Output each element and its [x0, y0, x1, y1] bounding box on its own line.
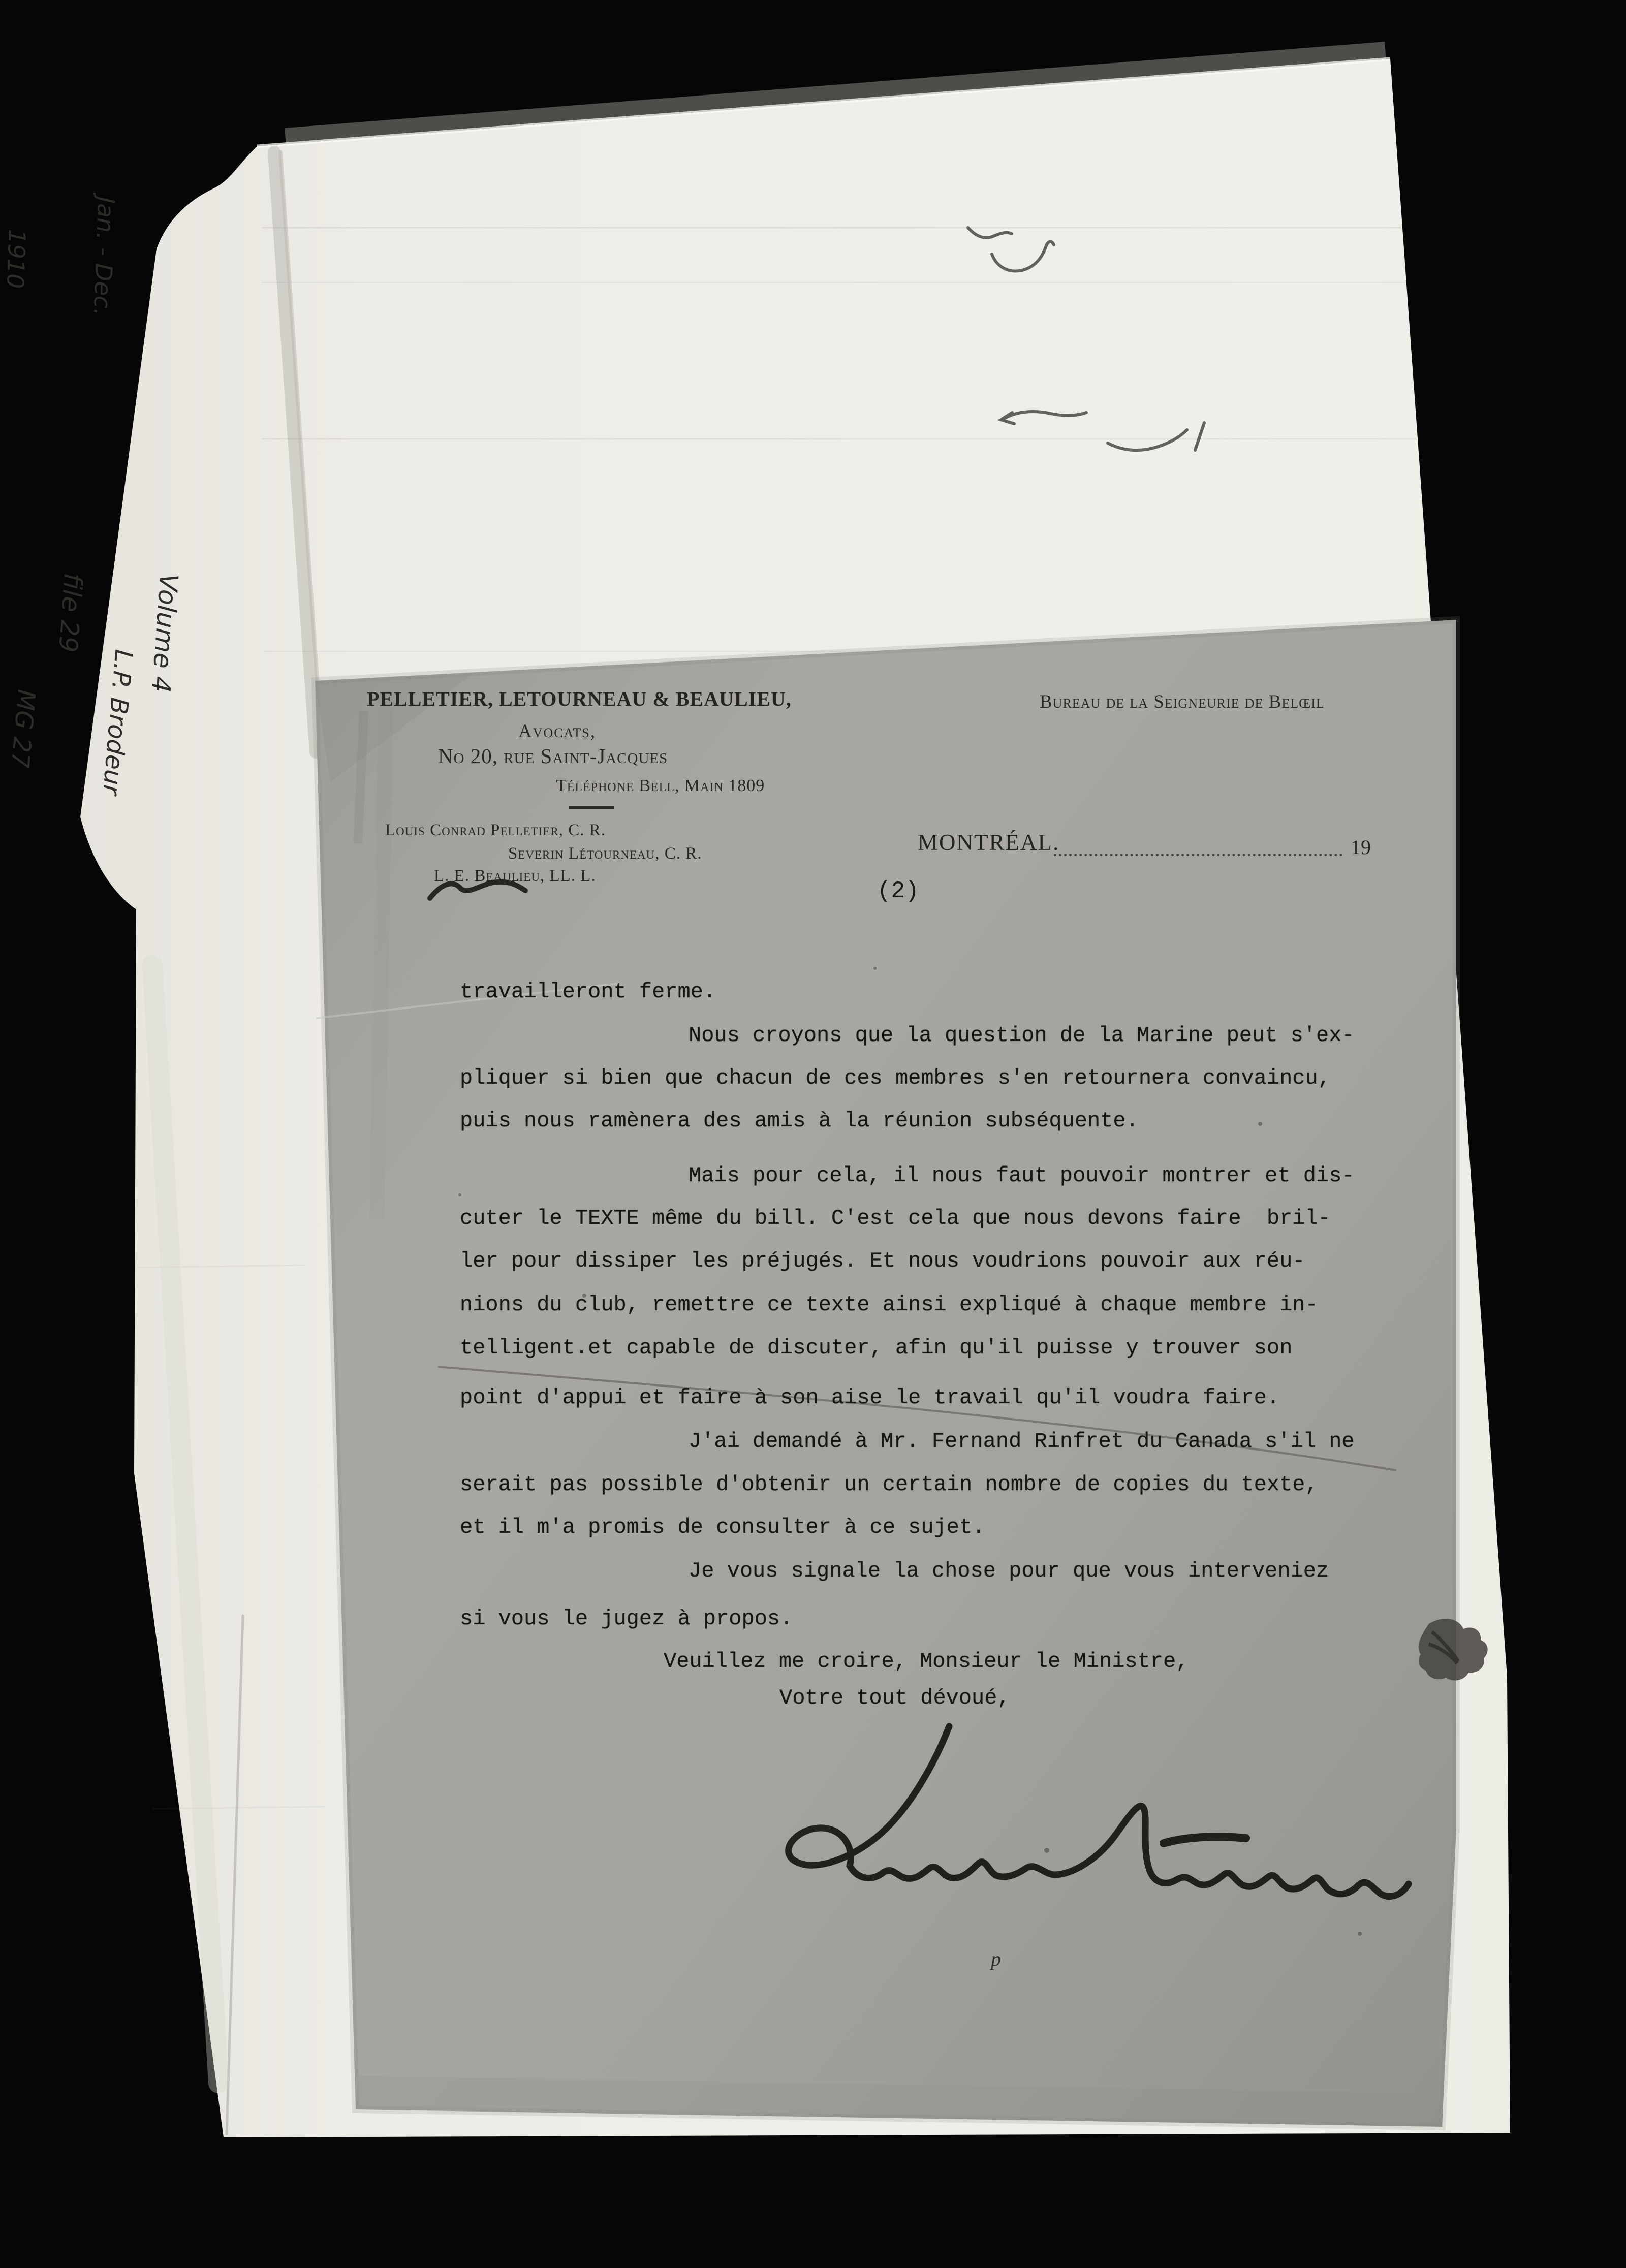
closing-line: Votre tout dévoué,	[779, 1686, 1010, 1710]
body-line: puis nous ramènera des amis à la réunion subséquente.	[460, 1109, 1139, 1133]
body-line: point d'appui et faire à son aise le travail qu'il voudra faire.	[460, 1385, 1280, 1410]
dateline-year-prefix: 19	[1351, 836, 1371, 859]
letterhead-partner-1: Louis Conrad Pelletier, C. R.	[385, 821, 606, 839]
body-line: si vous le jugez à propos.	[460, 1606, 793, 1631]
letterhead-partner-3: L. E. Beaulieu, LL. L.	[434, 867, 596, 885]
body-line: Je vous signale la chose pour que vous interveniez	[689, 1559, 1329, 1583]
tab-note-volume-line2: file 29	[53, 572, 88, 654]
letterhead-role: Avocats,	[518, 721, 597, 742]
body-line: pliquer si bien que chacun de ces membres s'en retournera convaincu,	[460, 1066, 1331, 1090]
body-line: cuter le TEXTE même du bill. C'est cela que nous devons faire bril-	[460, 1206, 1331, 1231]
letterhead-phone: Téléphone Bell, Main 1809	[556, 776, 765, 795]
dateline-dotted-rule	[1054, 837, 1342, 856]
body-line: nions du club, remettre ce texte ainsi expliqué à chaque membre in-	[460, 1293, 1318, 1317]
body-line: ler pour dissiper les préjugés. Et nous voudrions pouvoir aux réu-	[460, 1249, 1305, 1273]
dateline-city: MONTRÉAL.	[918, 830, 1060, 855]
tab-note-date	[0, 191, 179, 319]
letterhead-office: Bureau de la Seigneurie de Belœil	[1040, 691, 1325, 712]
letterhead-divider	[569, 806, 614, 809]
body-line: J'ai demandé à Mr. Fernand Rinfret du Canada s'il ne	[689, 1429, 1355, 1454]
body-line: Mais pour cela, il nous faut pouvoir montrer et dis-	[689, 1163, 1355, 1188]
body-line: telligent.et capable de discuter, afin qu'il puisse y trouver son	[460, 1336, 1293, 1360]
letterhead-address: No 20, rue Saint-Jacques	[438, 744, 668, 768]
tab-note-volume-line1: Volume 4	[146, 573, 184, 694]
body-line: travailleront ferme.	[460, 980, 716, 1004]
letterhead-firm-name: PELLETIER, LETOURNEAU & BEAULIEU,	[367, 687, 792, 710]
tab-note-fonds-line2: MG 27	[5, 688, 41, 770]
tab-note-fonds-line1: L.P. Brodeur	[97, 648, 138, 797]
body-line: serait pas possible d'obtenir un certain nombre de copies du texte,	[460, 1472, 1318, 1497]
body-line: Nous croyons que la question de la Marine peut s'ex-	[689, 1023, 1355, 1048]
page-number: (2)	[877, 878, 919, 904]
stray-ink-letter: p	[991, 1947, 1001, 1970]
tab-note-date-line2: 1910	[2, 229, 32, 289]
closing-line: Veuillez me croire, Monsieur le Ministre,	[664, 1649, 1189, 1674]
letterhead-partner-2: Severin Létourneau, C. R.	[508, 844, 702, 863]
body-line: et il m'a promis de consulter à ce sujet.	[460, 1515, 985, 1539]
tab-note-date-line1: Jan. - Dec.	[88, 196, 120, 317]
